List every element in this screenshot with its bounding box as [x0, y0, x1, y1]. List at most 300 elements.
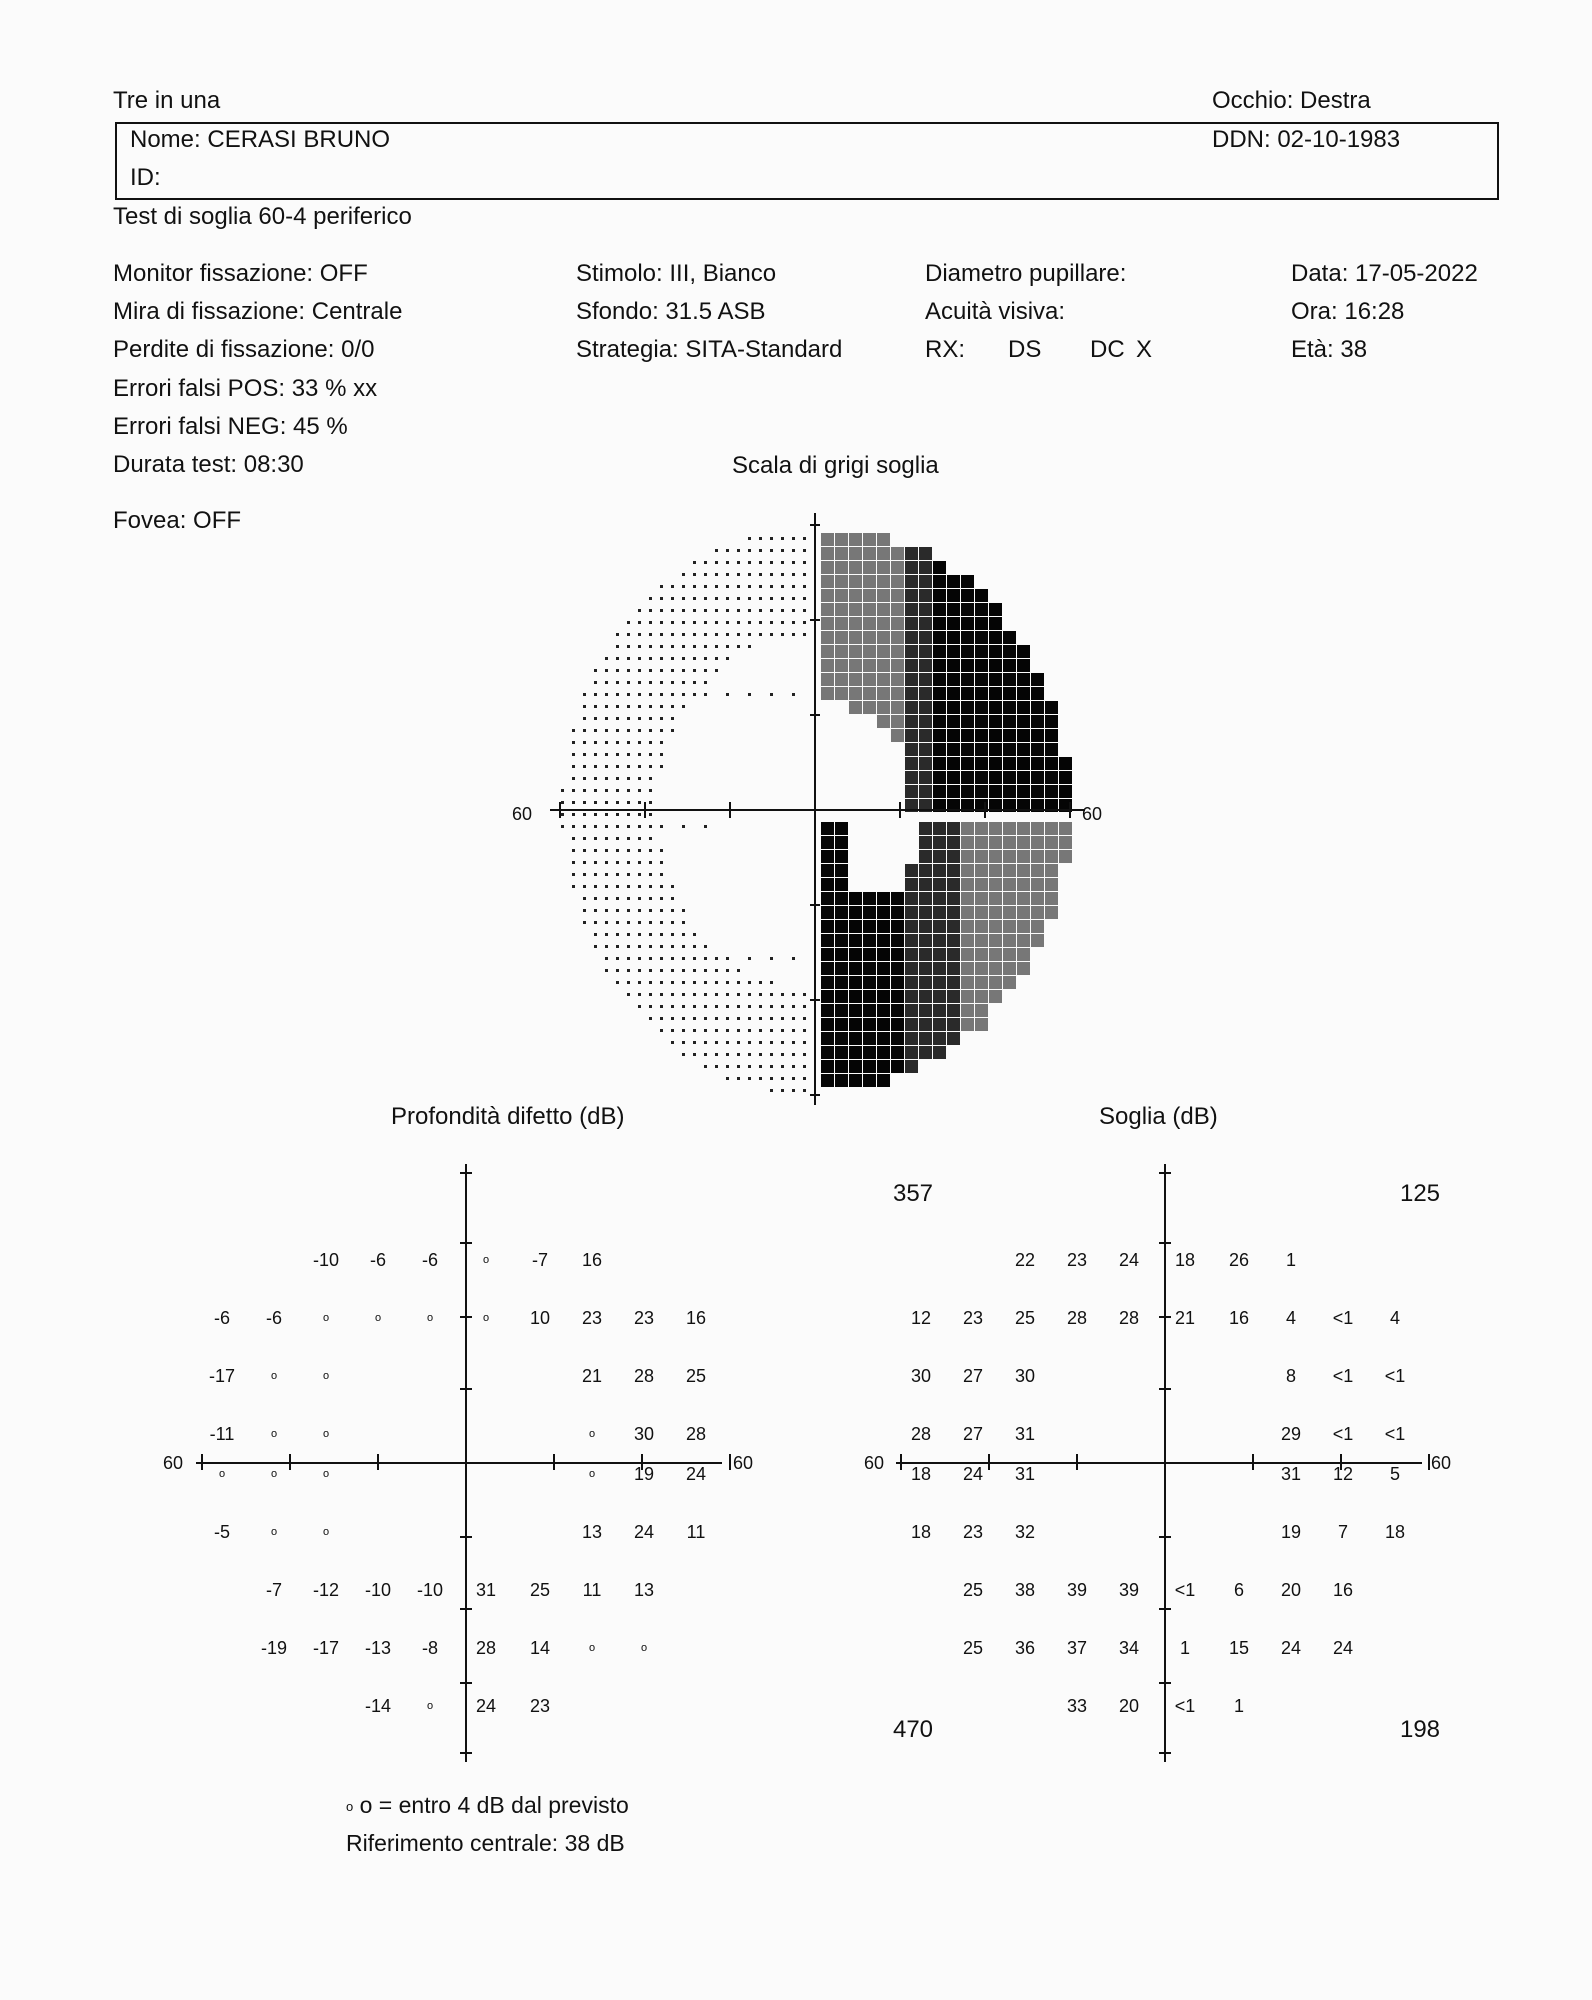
gray-block-black [877, 920, 890, 933]
gray-dot [715, 1065, 718, 1068]
gray-block-black [975, 673, 988, 686]
gray-dot [638, 753, 641, 756]
gray-block-dark [947, 934, 960, 947]
gray-dot [583, 921, 586, 924]
gray-dot [792, 957, 795, 960]
gray-dot [792, 1017, 795, 1020]
gray-dot [638, 765, 641, 768]
gray-block-black [849, 920, 862, 933]
gray-block-medium [1003, 934, 1016, 947]
gray-dot [660, 969, 663, 972]
gray-dot [792, 609, 795, 612]
gray-block-medium [975, 948, 988, 961]
defect-value: -10 [364, 1580, 392, 1600]
gray-dot [726, 993, 729, 996]
legend-circle-icon: o [346, 1799, 354, 1814]
gray-dot [671, 717, 674, 720]
threshold-x-tick [1428, 1454, 1430, 1470]
gray-dot [638, 1005, 641, 1008]
gray-dot [726, 621, 729, 624]
gray-block-black [835, 990, 848, 1003]
gray-dot [638, 777, 641, 780]
gray-dot [627, 765, 630, 768]
gray-dot [660, 597, 663, 600]
gray-dot [605, 969, 608, 972]
gray-block-black [975, 715, 988, 728]
defect-value: -10 [312, 1250, 340, 1270]
gray-dot [638, 837, 641, 840]
defect-value: o [270, 1428, 278, 1440]
gray-block-dark [919, 729, 932, 742]
gray-dot [649, 921, 652, 924]
gray-block-medium [1017, 920, 1030, 933]
gray-dot [627, 801, 630, 804]
threshold-value: 24 [962, 1464, 984, 1484]
gray-block-dark [933, 934, 946, 947]
gray-block-black [1045, 743, 1058, 756]
gray-dot [649, 717, 652, 720]
gray-dot [737, 1005, 740, 1008]
gray-block-dark [919, 561, 932, 574]
gray-block-medium [1031, 878, 1044, 891]
gray-dot [704, 1065, 707, 1068]
gray-dot [583, 789, 586, 792]
gray-block-medium [877, 645, 890, 658]
gray-dot [803, 609, 806, 612]
gray-dot [693, 693, 696, 696]
gray-block-black [961, 603, 974, 616]
defect-value: -8 [421, 1638, 439, 1658]
gray-dot [638, 969, 641, 972]
gray-block-black [863, 1074, 876, 1087]
gray-dot [605, 813, 608, 816]
gray-block-medium [975, 934, 988, 947]
gray-dot [649, 705, 652, 708]
gray-dot [781, 993, 784, 996]
gray-dot [759, 1029, 762, 1032]
gray-block-black [989, 617, 1002, 630]
gray-dot [803, 1053, 806, 1056]
threshold-value: 19 [1280, 1522, 1302, 1542]
gray-dot [649, 669, 652, 672]
threshold-value: 38 [1014, 1580, 1036, 1600]
gray-dot [649, 621, 652, 624]
gray-block-medium [989, 878, 1002, 891]
gray-block-black [835, 1074, 848, 1087]
gray-block-black [989, 771, 1002, 784]
gray-dot [770, 537, 773, 540]
gray-block-black [877, 990, 890, 1003]
gray-dot [660, 693, 663, 696]
gray-block-medium [863, 659, 876, 672]
gray-dot [572, 873, 575, 876]
gray-block-black [849, 1046, 862, 1059]
gray-dot [583, 861, 586, 864]
gray-block-dark [905, 729, 918, 742]
gray-dot [704, 669, 707, 672]
gray-block-dark [947, 948, 960, 961]
threshold-value: 30 [1014, 1366, 1036, 1386]
gray-dot [638, 849, 641, 852]
gray-dot [627, 921, 630, 924]
gray-block-dark [919, 701, 932, 714]
gray-block-medium [835, 603, 848, 616]
gray-dot [770, 621, 773, 624]
gray-block-black [863, 1004, 876, 1017]
gray-block-dark [933, 1018, 946, 1031]
defect-y-tick [460, 1752, 472, 1754]
gray-block-dark [905, 906, 918, 919]
gray-dot [616, 633, 619, 636]
gray-dot [660, 933, 663, 936]
rx-dc: DC [1090, 336, 1125, 363]
gray-dot [770, 573, 773, 576]
gray-dot [605, 945, 608, 948]
gray-block-medium [1017, 934, 1030, 947]
gray-block-dark [905, 673, 918, 686]
defect-value: -7 [531, 1250, 549, 1270]
gray-block-dark [905, 1018, 918, 1031]
gray-block-black [933, 729, 946, 742]
gray-block-black [1031, 729, 1044, 742]
gray-block-dark [905, 575, 918, 588]
gray-dot [671, 681, 674, 684]
gray-dot [803, 1065, 806, 1068]
gray-dot [605, 657, 608, 660]
gray-block-black [891, 920, 904, 933]
rx-axis: X [1136, 336, 1153, 363]
gray-block-medium [1003, 836, 1016, 849]
gray-dot [660, 1005, 663, 1008]
gray-dot [737, 1017, 740, 1020]
gray-dot [616, 717, 619, 720]
gray-block-black [835, 878, 848, 891]
gray-block-medium [989, 906, 1002, 919]
gray-dot [737, 993, 740, 996]
gray-block-black [835, 864, 848, 877]
gray-block-dark [919, 850, 932, 863]
gray-dot [594, 705, 597, 708]
gray-block-dark [933, 1004, 946, 1017]
quadrant-sum-top-right: 125 [1399, 1180, 1441, 1207]
gray-dot [704, 969, 707, 972]
gray-dot [638, 681, 641, 684]
gray-dot [627, 837, 630, 840]
gray-block-medium [975, 864, 988, 877]
gray-dot [748, 1029, 751, 1032]
gray-block-dark [933, 948, 946, 961]
defect-value: o [374, 1312, 382, 1324]
gray-dot [737, 549, 740, 552]
gray-dot [638, 633, 641, 636]
gray-block-black [849, 962, 862, 975]
gray-dot [594, 765, 597, 768]
gray-block-black [1059, 757, 1072, 770]
gray-dot [693, 993, 696, 996]
gray-block-black [863, 906, 876, 919]
gray-block-black [877, 1018, 890, 1031]
gray-dot [649, 909, 652, 912]
gray-block-medium [835, 659, 848, 672]
gray-dot [638, 909, 641, 912]
gray-block-black [947, 575, 960, 588]
threshold-value: 18 [910, 1464, 932, 1484]
gray-dot [627, 885, 630, 888]
gray-block-black [849, 1060, 862, 1073]
gray-block-medium [1003, 850, 1016, 863]
gray-dot [748, 693, 751, 696]
gray-dot [770, 1065, 773, 1068]
gray-block-dark [919, 976, 932, 989]
gray-dot [682, 1041, 685, 1044]
defect-axis-right-label: 60 [733, 1453, 754, 1473]
defect-y-tick [460, 1242, 472, 1244]
gray-dot [693, 609, 696, 612]
gray-block-black [975, 687, 988, 700]
gray-dot [605, 921, 608, 924]
gray-dot [704, 1005, 707, 1008]
gray-block-medium [975, 906, 988, 919]
gray-block-black [989, 673, 1002, 686]
gray-dot [583, 909, 586, 912]
gray-dot [682, 693, 685, 696]
gray-dot [660, 609, 663, 612]
gray-dot [792, 1089, 795, 1092]
gray-dot [803, 561, 806, 564]
gray-block-dark [919, 878, 932, 891]
gray-block-black [877, 906, 890, 919]
gray-dot [770, 561, 773, 564]
gray-dot [616, 669, 619, 672]
gray-dot [627, 849, 630, 852]
gray-block-black [947, 729, 960, 742]
threshold-x-tick [1076, 1454, 1078, 1470]
gray-dot [583, 837, 586, 840]
gray-block-dark [947, 1032, 960, 1045]
gray-dot [649, 945, 652, 948]
gray-dot [770, 981, 773, 984]
gray-block-medium [849, 659, 862, 672]
gray-dot [649, 633, 652, 636]
gray-block-medium [849, 547, 862, 560]
gray-block-black [1017, 645, 1030, 658]
gray-block-black [863, 1046, 876, 1059]
defect-x-tick [201, 1454, 203, 1470]
gray-dot [759, 993, 762, 996]
defect-value: -6 [421, 1250, 439, 1270]
gray-dot [627, 669, 630, 672]
gray-block-dark [905, 631, 918, 644]
gray-block-medium [821, 631, 834, 644]
gray-block-medium [835, 673, 848, 686]
gray-dot [682, 981, 685, 984]
gray-dot [594, 717, 597, 720]
gray-dot [638, 921, 641, 924]
gray-block-black [835, 1018, 848, 1031]
gray-block-black [849, 990, 862, 1003]
gray-block-black [1017, 673, 1030, 686]
gray-dot [726, 633, 729, 636]
threshold-value: 12 [910, 1308, 932, 1328]
gray-block-medium [891, 547, 904, 560]
gray-dot [803, 597, 806, 600]
gray-dot [649, 885, 652, 888]
gray-dot [605, 669, 608, 672]
gray-dot [572, 741, 575, 744]
gray-block-dark [919, 743, 932, 756]
gray-dot [737, 1077, 740, 1080]
gray-dot [572, 765, 575, 768]
gray-dot [682, 969, 685, 972]
gray-dot [770, 1029, 773, 1032]
threshold-axis-left-label: 60 [864, 1453, 885, 1473]
defect-x-tick [377, 1454, 379, 1470]
gray-block-medium [989, 976, 1002, 989]
gray-dot [792, 561, 795, 564]
defect-value: 10 [529, 1308, 551, 1328]
gray-block-black [863, 948, 876, 961]
gray-block-black [835, 1032, 848, 1045]
gray-block-black [835, 1004, 848, 1017]
gray-dot [682, 609, 685, 612]
gray-block-black [891, 1004, 904, 1017]
threshold-y-tick [1159, 1242, 1171, 1244]
gray-dot [759, 1005, 762, 1008]
threshold-value: 23 [962, 1522, 984, 1542]
gray-block-black [961, 701, 974, 714]
threshold-value: 28 [1066, 1308, 1088, 1328]
gray-dot [759, 561, 762, 564]
gray-dot [627, 873, 630, 876]
gray-dot [627, 969, 630, 972]
gray-block-black [821, 1060, 834, 1073]
gray-block-dark [919, 673, 932, 686]
gray-block-black [835, 1046, 848, 1059]
gray-dot [781, 561, 784, 564]
gray-block-medium [849, 603, 862, 616]
gray-dot [671, 921, 674, 924]
gray-block-medium [1031, 920, 1044, 933]
gray-block-medium [1003, 948, 1016, 961]
gray-dot [759, 1053, 762, 1056]
gray-block-black [947, 645, 960, 658]
gray-dot [616, 861, 619, 864]
gray-dot [605, 825, 608, 828]
gray-dot [649, 957, 652, 960]
gray-block-black [849, 1004, 862, 1017]
gray-block-dark [947, 1018, 960, 1031]
gray-block-black [975, 645, 988, 658]
threshold-value: 31 [1014, 1424, 1036, 1444]
gray-dot [583, 825, 586, 828]
defect-value: 23 [633, 1308, 655, 1328]
defect-value: 24 [685, 1464, 707, 1484]
gray-dot [616, 933, 619, 936]
gray-dot [682, 585, 685, 588]
test-date: Data: 17-05-2022 [1291, 260, 1478, 287]
threshold-value: 22 [1014, 1250, 1036, 1270]
gray-block-medium [961, 850, 974, 863]
gray-dot [660, 1017, 663, 1020]
gray-block-dark [947, 878, 960, 891]
gray-block-dark [905, 701, 918, 714]
threshold-y-tick [1159, 1172, 1171, 1174]
gray-dot [693, 1005, 696, 1008]
gray-block-black [1003, 729, 1016, 742]
gray-dot [649, 981, 652, 984]
gray-block-medium [849, 561, 862, 574]
gray-block-black [877, 1032, 890, 1045]
gray-dot [561, 813, 564, 816]
gray-block-black [947, 715, 960, 728]
gray-dot [594, 849, 597, 852]
gray-dot [803, 621, 806, 624]
gray-block-black [1017, 757, 1030, 770]
gray-block-dark [919, 892, 932, 905]
gray-dot [572, 885, 575, 888]
gray-block-medium [1017, 962, 1030, 975]
gray-block-black [1031, 785, 1044, 798]
gray-dot [803, 573, 806, 576]
gray-dot [583, 693, 586, 696]
gray-block-black [877, 948, 890, 961]
gray-block-black [1031, 771, 1044, 784]
defect-value: 13 [633, 1580, 655, 1600]
gray-dot [627, 825, 630, 828]
gray-block-medium [1059, 850, 1072, 863]
gray-dot [781, 549, 784, 552]
gray-dot [726, 957, 729, 960]
gray-block-black [1031, 715, 1044, 728]
gray-dot [770, 1077, 773, 1080]
gray-dot [682, 1017, 685, 1020]
gray-dot [726, 549, 729, 552]
gray-dot [616, 705, 619, 708]
threshold-value: <1 [1174, 1696, 1196, 1716]
gray-dot [759, 573, 762, 576]
threshold-value: 26 [1228, 1250, 1250, 1270]
threshold-value: <1 [1332, 1424, 1354, 1444]
threshold-value: 21 [1174, 1308, 1196, 1328]
defect-value: o [640, 1642, 648, 1654]
gray-dot [792, 1041, 795, 1044]
threshold-value: 25 [962, 1580, 984, 1600]
gray-block-black [947, 631, 960, 644]
threshold-value: 24 [1118, 1250, 1140, 1270]
gray-block-medium [961, 822, 974, 835]
gray-block-black [863, 892, 876, 905]
gray-block-dark [933, 892, 946, 905]
gray-block-medium [821, 617, 834, 630]
gray-dot [616, 897, 619, 900]
gray-block-black [975, 701, 988, 714]
gray-dot [682, 681, 685, 684]
gray-block-black [821, 892, 834, 905]
gray-block-black [1031, 701, 1044, 714]
gray-block-medium [821, 561, 834, 574]
gray-block-black [863, 990, 876, 1003]
gray-dot [770, 1017, 773, 1020]
defect-value: -13 [364, 1638, 392, 1658]
gray-block-black [947, 743, 960, 756]
gray-dot [671, 621, 674, 624]
threshold-y-tick [1159, 1752, 1171, 1754]
gray-block-medium [1031, 850, 1044, 863]
gray-dot [660, 897, 663, 900]
gray-block-medium [891, 645, 904, 658]
gray-dot [594, 909, 597, 912]
gray-dot [792, 573, 795, 576]
